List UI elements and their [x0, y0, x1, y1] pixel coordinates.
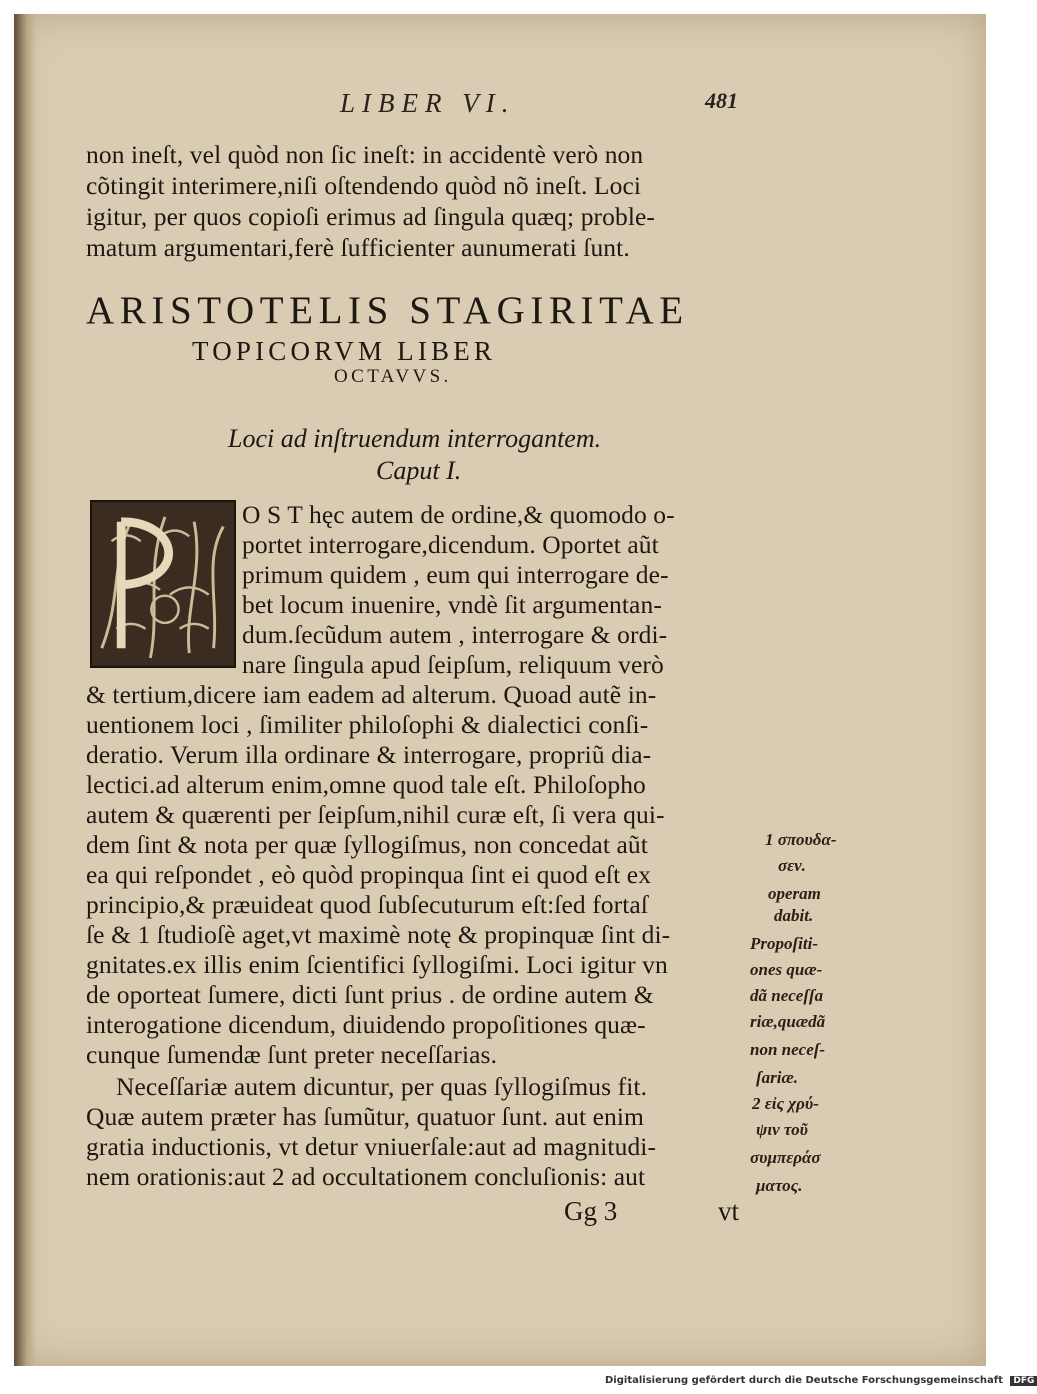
text-line: deratio. Verum illa ordinare & interrogare, propriũ dia-	[86, 740, 652, 769]
catchword: vt	[718, 1196, 740, 1226]
text-line: bet locum inuenire, vndè ſit argumentan-	[242, 590, 662, 619]
book-subtitle-2: OCTAVVS.	[334, 366, 452, 387]
book-subtitle: TOPICORVM LIBER	[192, 336, 497, 366]
text-line: lectici.ad alterum enim,omne quod tale eſt. Philoſopho	[86, 770, 646, 799]
margin-note: ſariæ.	[756, 1068, 799, 1087]
text-line: gnitates.ex illis enim ſcientifici ſyllogiſmi. Loci igitur vn	[86, 950, 668, 979]
dfg-logo: DFG	[1010, 1376, 1037, 1386]
text-line: dum.ſecũdum autem , interrogare & ordi-	[242, 620, 668, 649]
margin-note: ψιν τοῦ	[756, 1120, 809, 1139]
text-line: ſe & 1 ſtudioſè aget,vt maximè notę & propinquæ ſint di-	[86, 920, 671, 949]
margin-note: 2 εἰς χρύ-	[752, 1094, 819, 1113]
text-line: interogatione dicendum, diuidendo propoſitiones quæ-	[86, 1010, 646, 1039]
text-line: ea qui reſpondet , eò quòd propinqua ſint ei quod eſt ex	[86, 860, 652, 889]
text-line: cõtingit interimere,niſi oſtendendo quòd nõ ineſt. Loci	[86, 171, 642, 200]
text-line: portet interrogare,dicendum. Oportet aũt	[242, 530, 659, 559]
chapter-heading: Loci ad inſtruendum interrogantem.	[228, 424, 602, 453]
text-line: O S T hęc autem de ordine,& quomodo o-	[242, 500, 675, 529]
text-line: igitur, per quos copioſi erimus ad ſingula quæq; proble-	[86, 202, 656, 231]
text-line: dem ſint & nota per quæ ſyllogiſmus, non concedat aũt	[86, 830, 648, 859]
text-line: non ineſt, vel quòd non ſic ineſt: in accidentè verò non	[86, 140, 644, 169]
page-number: 481	[705, 88, 738, 113]
margin-note: συμπεράσ	[750, 1148, 821, 1167]
text-line: & tertium,dicere iam eadem ad alterum. Quoad autẽ in-	[86, 680, 657, 709]
margin-note: σεν.	[778, 856, 806, 875]
text-line: principio,& præuideat quod ſubſecuturum eſt:ſed fortaſ	[86, 890, 649, 919]
margin-note: operam	[768, 884, 821, 903]
text-line: autem & quærenti per ſeipſum,nihil curæ eſt, ſi vera qui-	[86, 800, 665, 829]
book-title: ARISTOTELIS STAGIRITAE	[86, 289, 689, 332]
margin-note: non neceſ-	[750, 1040, 826, 1059]
text-line: primum quidem , eum qui interrogare de-	[242, 560, 669, 589]
margin-note: ones quæ-	[750, 960, 823, 979]
margin-note: ματος.	[756, 1176, 803, 1195]
text-line: nare ſingula apud ſeipſum, reliquum verò	[242, 650, 664, 679]
signature-mark: Gg 3	[564, 1196, 618, 1226]
text-line: Quæ autem præter has ſumũtur, quatuor ſunt. aut enim	[86, 1102, 644, 1131]
margin-note: Propoſiti-	[750, 934, 818, 953]
digitization-credit	[605, 1375, 1037, 1386]
margin-note: dã neceſſa	[750, 986, 824, 1005]
text-line: Neceſſariæ autem dicuntur, per quas ſyllogiſmus fit.	[116, 1072, 648, 1101]
text-line: uentionem loci , ſimiliter philoſophi & dialectici conſi-	[86, 710, 649, 739]
text-line: gratia inductionis, vt detur vniuerſale:aut ad magnitudi-	[86, 1132, 657, 1161]
margin-note: 1 σπουδα-	[765, 830, 837, 849]
margin-note: dabit.	[774, 906, 814, 925]
footer-text: Digitalisierung gefördert durch die Deutsche Forschungsgemeinschaft	[605, 1375, 1003, 1386]
text-line: nem orationis:aut 2 ad occultationem concluſionis: aut	[86, 1162, 646, 1191]
chapter-caput: Caput I.	[376, 456, 462, 485]
text-line: cunque ſumendæ ſunt preter neceſſarias.	[86, 1040, 498, 1069]
text-line: matum argumentari,ferè ſufficienter aunumerati ſunt.	[86, 233, 630, 262]
decorated-initial	[90, 500, 236, 668]
running-title: LIBER VI.	[340, 88, 516, 118]
text-line: de oporteat ſumere, dicti ſunt prius . de ordine autem &	[86, 980, 654, 1009]
margin-note: riæ,quædã	[750, 1012, 826, 1031]
